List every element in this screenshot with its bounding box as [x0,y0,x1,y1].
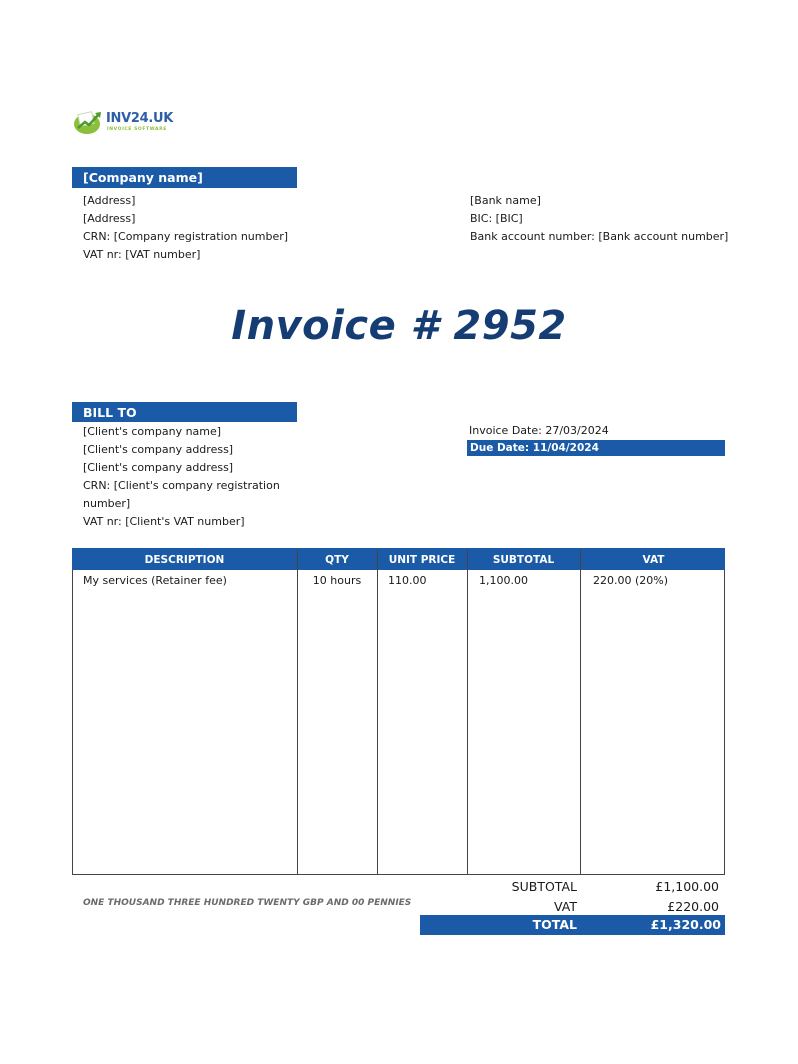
column-divider [580,549,581,874]
cell-subtotal: 1,100.00 [479,574,528,587]
invoice-title: Invoice # 2952 [231,303,567,349]
client-vat: VAT nr: [Client's VAT number] [83,515,245,528]
vat-label: VAT [554,899,577,914]
subtotal-label: SUBTOTAL [511,879,577,894]
company-name-header: [Company name] [72,167,297,188]
cell-unit-price: 110.00 [388,574,427,587]
subtotal-value: £1,100.00 [655,879,719,894]
logo [73,107,173,137]
client-crn: CRN: [Client's company registration [83,479,280,492]
invoice-date: Invoice Date: 27/03/2024 [469,424,609,437]
col-header-vat: VAT [642,554,665,566]
bank-name: [Bank name] [470,194,541,207]
cell-description: My services (Retainer fee) [83,574,227,587]
due-date: Due Date: 11/04/2024 [467,440,725,456]
total-bar [420,915,725,935]
bank-account-number: Bank account number: [Bank account number] [470,230,729,243]
cell-vat: 220.00 (20%) [593,574,669,587]
column-divider [377,549,378,874]
seller-crn: CRN: [Company registration number] [83,230,289,243]
client-address-2: [Client's company address] [83,461,234,474]
logo-name: INV24.UK [106,111,174,126]
chart-arrow-icon [73,108,105,136]
client-address-1: [Client's company address] [83,443,234,456]
seller-address-1: [Address] [83,194,136,207]
bill-to-header: BILL TO [72,402,297,422]
total-value: £1,320.00 [650,917,721,932]
cell-qty: 10 hours [312,574,362,587]
bank-details [470,192,728,246]
col-header-description: DESCRIPTION [144,554,225,566]
client-crn-cont: number] [83,497,131,510]
bank-bic: BIC: [BIC] [470,212,523,225]
amount-in-words: ONE THOUSAND THREE HUNDRED TWENTY GBP AND 00 PENNIES [83,898,412,908]
total-label: TOTAL [532,917,577,932]
vat-value: £220.00 [667,899,719,914]
items-table [72,548,725,875]
client-company-name: [Client's company name] [83,425,222,438]
column-divider [297,549,298,874]
logo-tagline: INVOICE SOFTWARE [107,127,167,132]
column-divider [467,549,468,874]
table-header [72,548,725,570]
seller-address-2: [Address] [83,212,136,225]
seller-details [83,192,288,264]
client-details [83,423,280,531]
col-header-qty: QTY [325,554,349,566]
col-header-subtotal: SUBTOTAL [492,554,555,566]
col-header-unit-price: UNIT PRICE [388,554,456,566]
seller-vat: VAT nr: [VAT number] [83,248,201,261]
